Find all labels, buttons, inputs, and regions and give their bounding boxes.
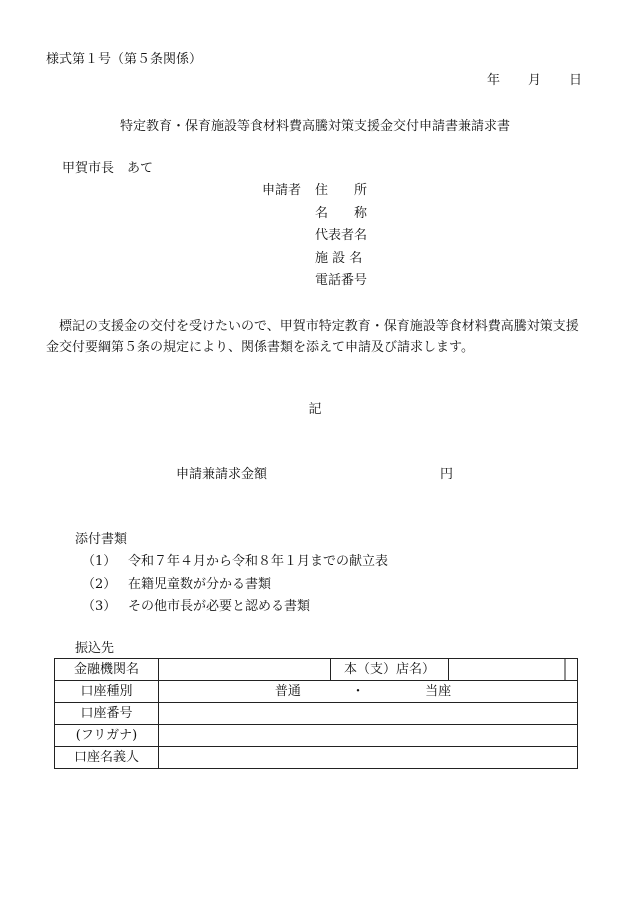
attachment-text: 令和７年４月から令和８年１月までの献立表 [128,554,389,569]
branch-name-label: 本（支）店名） [331,659,449,681]
applicant-name-label: 名 称 [315,205,368,221]
account-type-separator: ・ [351,684,365,699]
branch-name-field[interactable] [449,659,578,681]
account-number-label: 口座番号 [55,703,159,725]
body-paragraph: 標記の支援金の交付を受けたいので、甲賀市特定教育・保育施設等食材料費高騰対策支援金交付要綱第５条の規定により、関係書類を添えて申請及び請求します。 [46,319,579,355]
document-title: 特定教育・保育施設等食材料費高騰対策支援金交付申請書兼請求書 [119,119,510,134]
table-row [55,703,578,725]
attachment-item [82,600,388,623]
applicant-label: 申請者 [262,183,302,198]
account-holder-label: 口座名義人 [55,747,159,769]
account-holder-field[interactable] [159,747,578,769]
attachment-text: その他市長が必要と認める書類 [128,599,311,614]
account-type-ordinary[interactable]: 普通 [274,684,301,699]
addressee: 甲賀市長 あて [62,161,154,176]
amount-label: 申請兼請求金額 [176,467,268,482]
table-row [55,747,578,769]
date-day-label: 日 [568,73,582,88]
furigana-field[interactable] [159,725,578,747]
attachment-item [82,578,388,601]
table-row [55,659,578,681]
applicant-phone-label: 電話番号 [315,273,368,288]
ki-heading: 記 [308,402,322,417]
attachment-number: （2） [82,576,117,592]
account-number-field[interactable] [159,703,578,725]
date-year-label: 年 [486,73,500,88]
applicant-fields [315,184,367,297]
attachment-number: （1） [82,554,117,569]
account-type-label: 口座種別 [55,681,159,703]
table-row [55,681,578,703]
date-line [487,74,582,87]
applicant-representative-label: 代表者名 [315,228,368,243]
applicant-address-label: 住 所 [315,183,368,198]
attachment-number: （3） [82,599,117,614]
date-month-label: 月 [527,73,541,88]
transfer-title: 振込先 [75,641,115,656]
bank-info-table [54,658,578,769]
account-type-current[interactable]: 当座 [425,684,452,699]
attachments-title: 添付書類 [75,532,128,547]
account-type-field[interactable] [159,681,578,703]
furigana-label: (フリガナ) [55,725,159,747]
applicant-facility-label: 施 設 名 [315,250,363,266]
attachments-list [82,555,388,623]
attachment-item [82,555,388,578]
bank-name-label: 金融機関名 [55,659,159,681]
table-row [55,725,578,747]
attachment-text: 在籍児童数が分かる書類 [128,576,272,592]
form-number: 様式第１号（第５条関係） [46,52,203,67]
bank-name-field[interactable] [159,659,331,681]
amount-unit: 円 [440,467,454,482]
